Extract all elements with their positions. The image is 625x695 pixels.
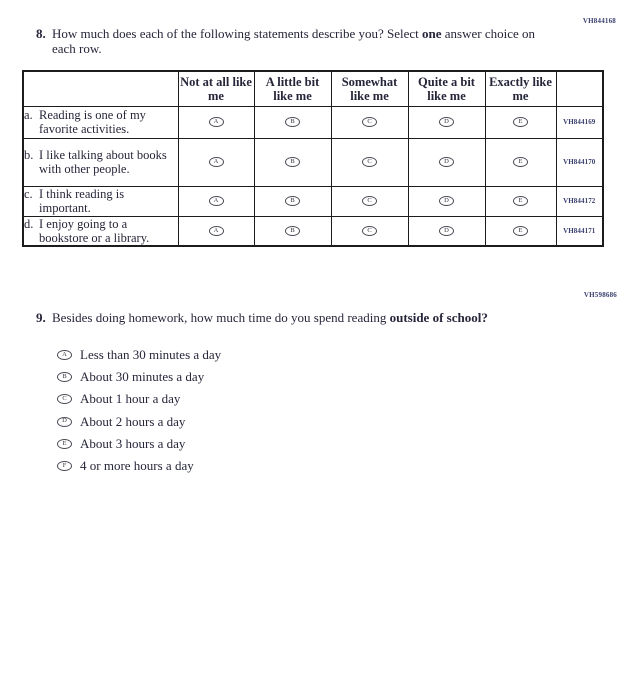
bubble-letter: B xyxy=(290,197,295,205)
bubble-d-B[interactable] xyxy=(285,226,300,236)
cell-c-5 xyxy=(485,186,556,216)
cell-b-5 xyxy=(485,138,556,186)
bubble-q9-F[interactable] xyxy=(57,461,72,471)
option-label: About 2 hours a day xyxy=(80,413,186,429)
table-header-row xyxy=(23,71,603,106)
statement-d xyxy=(23,216,178,246)
option-label: 4 or more hours a day xyxy=(80,458,194,474)
cell-c-2 xyxy=(254,186,331,216)
bubble-q9-D[interactable] xyxy=(57,417,72,427)
bubble-d-D[interactable] xyxy=(439,226,454,236)
header-quite-a-bit: Quite a bit like me xyxy=(408,71,485,106)
option-label: Less than 30 minutes a day xyxy=(80,347,222,363)
question-9 xyxy=(36,310,596,325)
bubble-letter: B xyxy=(290,118,295,126)
cell-a-1 xyxy=(178,106,254,138)
bubble-letter: E xyxy=(518,226,523,234)
statement-a xyxy=(23,106,178,138)
bubble-d-A[interactable] xyxy=(209,226,224,236)
bubble-b-E[interactable] xyxy=(513,157,528,167)
bubble-letter: C xyxy=(367,118,372,126)
header-code-cell xyxy=(556,71,603,106)
bubble-q9-A[interactable] xyxy=(57,350,72,360)
bubble-letter: E xyxy=(518,197,523,205)
bubble-letter: C xyxy=(367,226,372,234)
cell-c-3 xyxy=(331,186,408,216)
statement-c-text: I think reading is important. xyxy=(39,186,125,215)
statement-c xyxy=(23,186,178,216)
option-about-1-hour xyxy=(57,388,221,410)
bubble-q9-B[interactable] xyxy=(57,372,72,382)
bubble-letter: B xyxy=(290,158,295,166)
question-9-text xyxy=(52,310,592,325)
bubble-letter: D xyxy=(444,158,449,166)
statement-d-text: I enjoy going to a bookstore or a library. xyxy=(39,216,150,245)
question-8-text-bold: one xyxy=(422,26,442,41)
bubble-letter: D xyxy=(444,197,449,205)
row-b-code: VH844170 xyxy=(556,138,603,186)
table-row-c xyxy=(23,186,603,216)
option-less-than-30 xyxy=(57,344,221,366)
bubble-c-C[interactable] xyxy=(362,196,377,206)
bubble-d-E[interactable] xyxy=(513,226,528,236)
row-d-code: VH844171 xyxy=(556,216,603,246)
bubble-letter: E xyxy=(518,118,523,126)
header-not-at-all: Not at all like me xyxy=(178,71,254,106)
bubble-b-A[interactable] xyxy=(209,157,224,167)
bubble-c-D[interactable] xyxy=(439,196,454,206)
statement-c-letter: c. xyxy=(24,186,33,201)
bubble-letter: C xyxy=(62,395,67,403)
q8-item-code: VH844168 xyxy=(582,17,616,25)
bubble-a-B[interactable] xyxy=(285,117,300,127)
bubble-letter: C xyxy=(367,197,372,205)
table-row-d xyxy=(23,216,603,246)
bubble-letter: A xyxy=(62,350,67,358)
cell-b-4 xyxy=(408,138,485,186)
table-row-b xyxy=(23,138,603,186)
question-9-text-bold: outside of school? xyxy=(389,310,488,325)
bubble-c-B[interactable] xyxy=(285,196,300,206)
question-8-text-post: answer choice on each row. xyxy=(52,26,536,57)
cell-d-2 xyxy=(254,216,331,246)
q8-matrix-table xyxy=(22,70,604,247)
statement-b-letter: b. xyxy=(24,147,34,162)
bubble-letter: A xyxy=(213,226,219,234)
cell-d-1 xyxy=(178,216,254,246)
bubble-letter: A xyxy=(213,158,219,166)
bubble-letter: B xyxy=(62,373,67,381)
bubble-d-C[interactable] xyxy=(362,226,377,236)
bubble-letter: A xyxy=(213,197,219,205)
bubble-b-C[interactable] xyxy=(362,157,377,167)
header-somewhat: Somewhat like me xyxy=(331,71,408,106)
bubble-c-E[interactable] xyxy=(513,196,528,206)
bubble-letter: D xyxy=(444,118,449,126)
question-8-text-pre: How much does each of the following statements describe you? Select xyxy=(52,26,423,41)
header-empty-cell xyxy=(23,71,178,106)
bubble-b-D[interactable] xyxy=(439,157,454,167)
question-9-number: 9. xyxy=(36,310,46,325)
bubble-letter: C xyxy=(367,158,372,166)
bubble-letter: D xyxy=(62,417,67,425)
header-a-little-bit: A little bit like me xyxy=(254,71,331,106)
bubble-q9-E[interactable] xyxy=(57,439,72,449)
bubble-a-D[interactable] xyxy=(439,117,454,127)
bubble-a-A[interactable] xyxy=(209,117,224,127)
option-label: About 30 minutes a day xyxy=(80,369,205,385)
bubble-letter: E xyxy=(518,158,523,166)
cell-d-5 xyxy=(485,216,556,246)
cell-c-4 xyxy=(408,186,485,216)
cell-b-1 xyxy=(178,138,254,186)
cell-a-2 xyxy=(254,106,331,138)
bubble-letter: E xyxy=(62,439,67,447)
row-c-code: VH844172 xyxy=(556,186,603,216)
cell-a-4 xyxy=(408,106,485,138)
statement-b-text: I like talking about books with other people. xyxy=(39,147,167,176)
statement-a-letter: a. xyxy=(24,107,33,122)
question-8-number: 8. xyxy=(36,26,46,41)
cell-b-3 xyxy=(331,138,408,186)
option-about-3-hours xyxy=(57,433,221,455)
bubble-letter: D xyxy=(444,226,449,234)
bubble-q9-C[interactable] xyxy=(57,394,72,404)
option-label: About 3 hours a day xyxy=(80,435,186,451)
option-about-2-hours xyxy=(57,411,221,433)
q9-item-code: VH598686 xyxy=(583,291,617,299)
bubble-letter: F xyxy=(62,461,67,469)
statement-a-text: Reading is one of my favorite activities. xyxy=(39,107,146,136)
bubble-c-A[interactable] xyxy=(209,196,224,206)
question-8-text xyxy=(52,26,544,57)
option-about-30 xyxy=(57,366,221,388)
statement-d-letter: d. xyxy=(24,216,34,231)
bubble-letter: A xyxy=(213,118,219,126)
cell-d-4 xyxy=(408,216,485,246)
cell-a-5 xyxy=(485,106,556,138)
header-exactly-like: Exactly like me xyxy=(485,71,556,106)
question-9-text-pre: Besides doing homework, how much time do you spend reading xyxy=(52,310,390,325)
table-row-a xyxy=(23,106,603,138)
statement-b xyxy=(23,138,178,186)
cell-b-2 xyxy=(254,138,331,186)
cell-d-3 xyxy=(331,216,408,246)
bubble-b-B[interactable] xyxy=(285,157,300,167)
option-label: About 1 hour a day xyxy=(80,391,181,407)
option-4-or-more-hours xyxy=(57,455,221,477)
row-a-code: VH844169 xyxy=(556,106,603,138)
bubble-a-E[interactable] xyxy=(513,117,528,127)
question-8 xyxy=(36,26,546,57)
bubble-letter: B xyxy=(290,226,295,234)
cell-a-3 xyxy=(331,106,408,138)
q9-options-list xyxy=(57,344,221,477)
bubble-a-C[interactable] xyxy=(362,117,377,127)
cell-c-1 xyxy=(178,186,254,216)
